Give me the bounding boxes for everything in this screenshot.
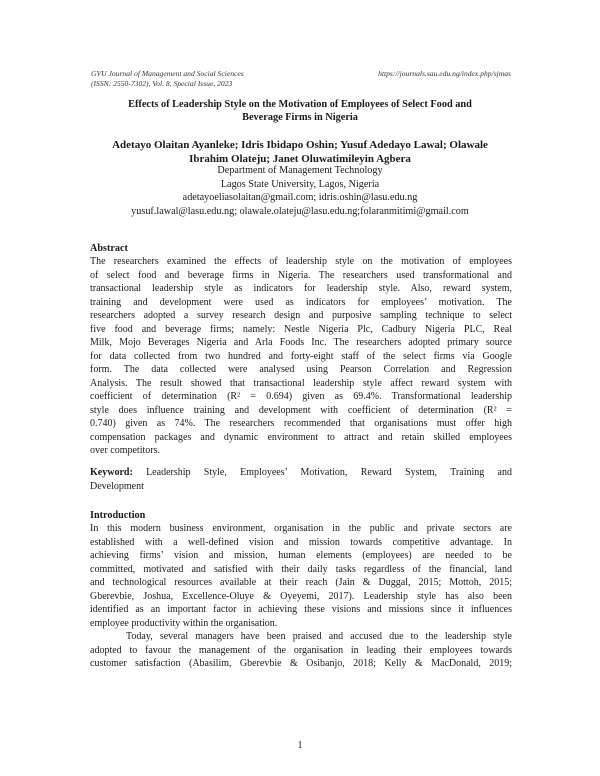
introduction-heading: Introduction: [90, 510, 146, 521]
abstract-line: of select food and beverage firms in Nigeria. The researchers used transformational and: [90, 269, 512, 281]
abstract-line: coefficient of determination (R² = 0.694) given as 69.4%. Transformational leadership: [90, 391, 512, 402]
keywords-line: Development: [90, 480, 144, 492]
abstract-line: style does influence training and development with coefficient of determination (R² =: [90, 404, 512, 416]
intro-line: adopted to favour the management of the organisation in leading their employees towards: [90, 644, 512, 656]
intro-line: Gberevbie, Joshua, Excellence-Oluye & Oyeyemi, 2017). Leadership style has also been: [90, 590, 512, 602]
intro-line: achieving firms’ vision and mission, human elements (employees) are needed to be: [90, 550, 512, 561]
introduction-body: [90, 522, 512, 671]
abstract-line: form. The data collected were analysed using Pearson Correlation and Regression: [90, 364, 512, 375]
abstract-line: Milk, Mojo Beverages Nigeria and Arla Foods Inc. The researchers adopted primary source: [90, 337, 512, 348]
intro-line: established with a well-defined vision and mission towards competitive advantage. In: [90, 536, 512, 548]
abstract-line: researchers adopted a survey research design and purposive sampling technique to select: [90, 310, 512, 321]
affiliation: [88, 164, 512, 219]
keywords-label: Keyword:: [90, 467, 133, 478]
keywords-line: [90, 466, 512, 480]
journal-citation: [91, 69, 244, 88]
abstract-line: The researchers examined the effects of leadership style on the motivation of employees: [90, 256, 512, 267]
abstract-line: training and development were used as indicators for employees’ motivation. The: [90, 296, 512, 308]
journal-name: GVU Journal of Management and Social Sciences: [91, 69, 244, 78]
page-number: 1: [297, 740, 303, 751]
intro-line: identified as an important factor in achieving these visions and missions since it influences: [90, 604, 512, 615]
author-line: Adetayo Olaitan Ayanleke; Idris Ibidapo Oshin; Yusuf Adedayo Lawal; Olawale: [112, 139, 488, 151]
abstract-heading: Abstract: [90, 243, 128, 254]
intro-line: employee productivity within the organisation.: [90, 617, 278, 629]
abstract-body: [90, 255, 512, 458]
keywords-list: Leadership Style, Employees’ Motivation, Reward System, Training and: [132, 467, 512, 478]
author-emails: yusuf.lawal@lasu.edu.ng; olawale.olateju@lasu.edu.ng;folaranmitimi@gmail.com: [131, 206, 469, 218]
intro-line: Today, several managers have been praised and accused due to the leadership style: [126, 631, 512, 642]
paper-title: [90, 98, 510, 124]
abstract-line: compensation packages and dynamic environment to attract and retain skilled employees: [90, 431, 512, 443]
department: Department of Management Technology: [217, 165, 383, 176]
author-line: Ibrahim Olateju; Janet Oluwatimileyin Agbera: [189, 153, 411, 165]
journal-url[interactable]: https://journals.sau.edu.ng/index.php/sjmas: [378, 69, 511, 78]
title-line: Effects of Leadership Style on the Motivation of Employees of Select Food and: [128, 99, 472, 110]
intro-line: and technological resources available at their reach (Jain & Duggal, 2015; Mottoh, 2015;: [90, 577, 512, 588]
university: Lagos State University, Lagos, Nigeria: [220, 178, 380, 190]
abstract-line: five food and beverage firms; namely: Nestle Nigeria Plc, Cadbury Nigeria PLC, Real: [90, 323, 512, 335]
title-line: Beverage Firms in Nigeria: [242, 112, 358, 123]
intro-line: In this modern business environment, organisation in the public and private sectors are: [90, 523, 512, 534]
abstract-line: 0.740) given as 74%. The researchers recommended that organisations must offer high: [90, 418, 512, 429]
keywords: [90, 466, 512, 493]
author-list: [88, 138, 512, 166]
intro-line: committed, motivated and satisfied with their daily tasks regardless of the financial, land: [90, 563, 512, 575]
abstract-line: for data collected from two hundred and forty-eight staff of the select firms via Google: [90, 350, 512, 362]
journal-issn: (ISSN: 2550-7302), Vol. 8, Special Issue, 2023: [91, 78, 233, 88]
abstract-line: over competitors.: [90, 445, 160, 456]
abstract-line: transactional leadership style as indicators for leadership style. Also, reward system,: [90, 283, 512, 294]
abstract-line: Analysis. The result showed that transactional leadership style affect reward system with: [90, 377, 512, 389]
author-emails: adetayoeliasolaitan@gmail.com; idris.oshin@lasu.edu.ng: [182, 192, 418, 204]
intro-line: customer satisfaction (Abasilim, Gberevbie & Osibanjo, 2018; Kelly & MacDonald, 2019;: [90, 658, 512, 669]
